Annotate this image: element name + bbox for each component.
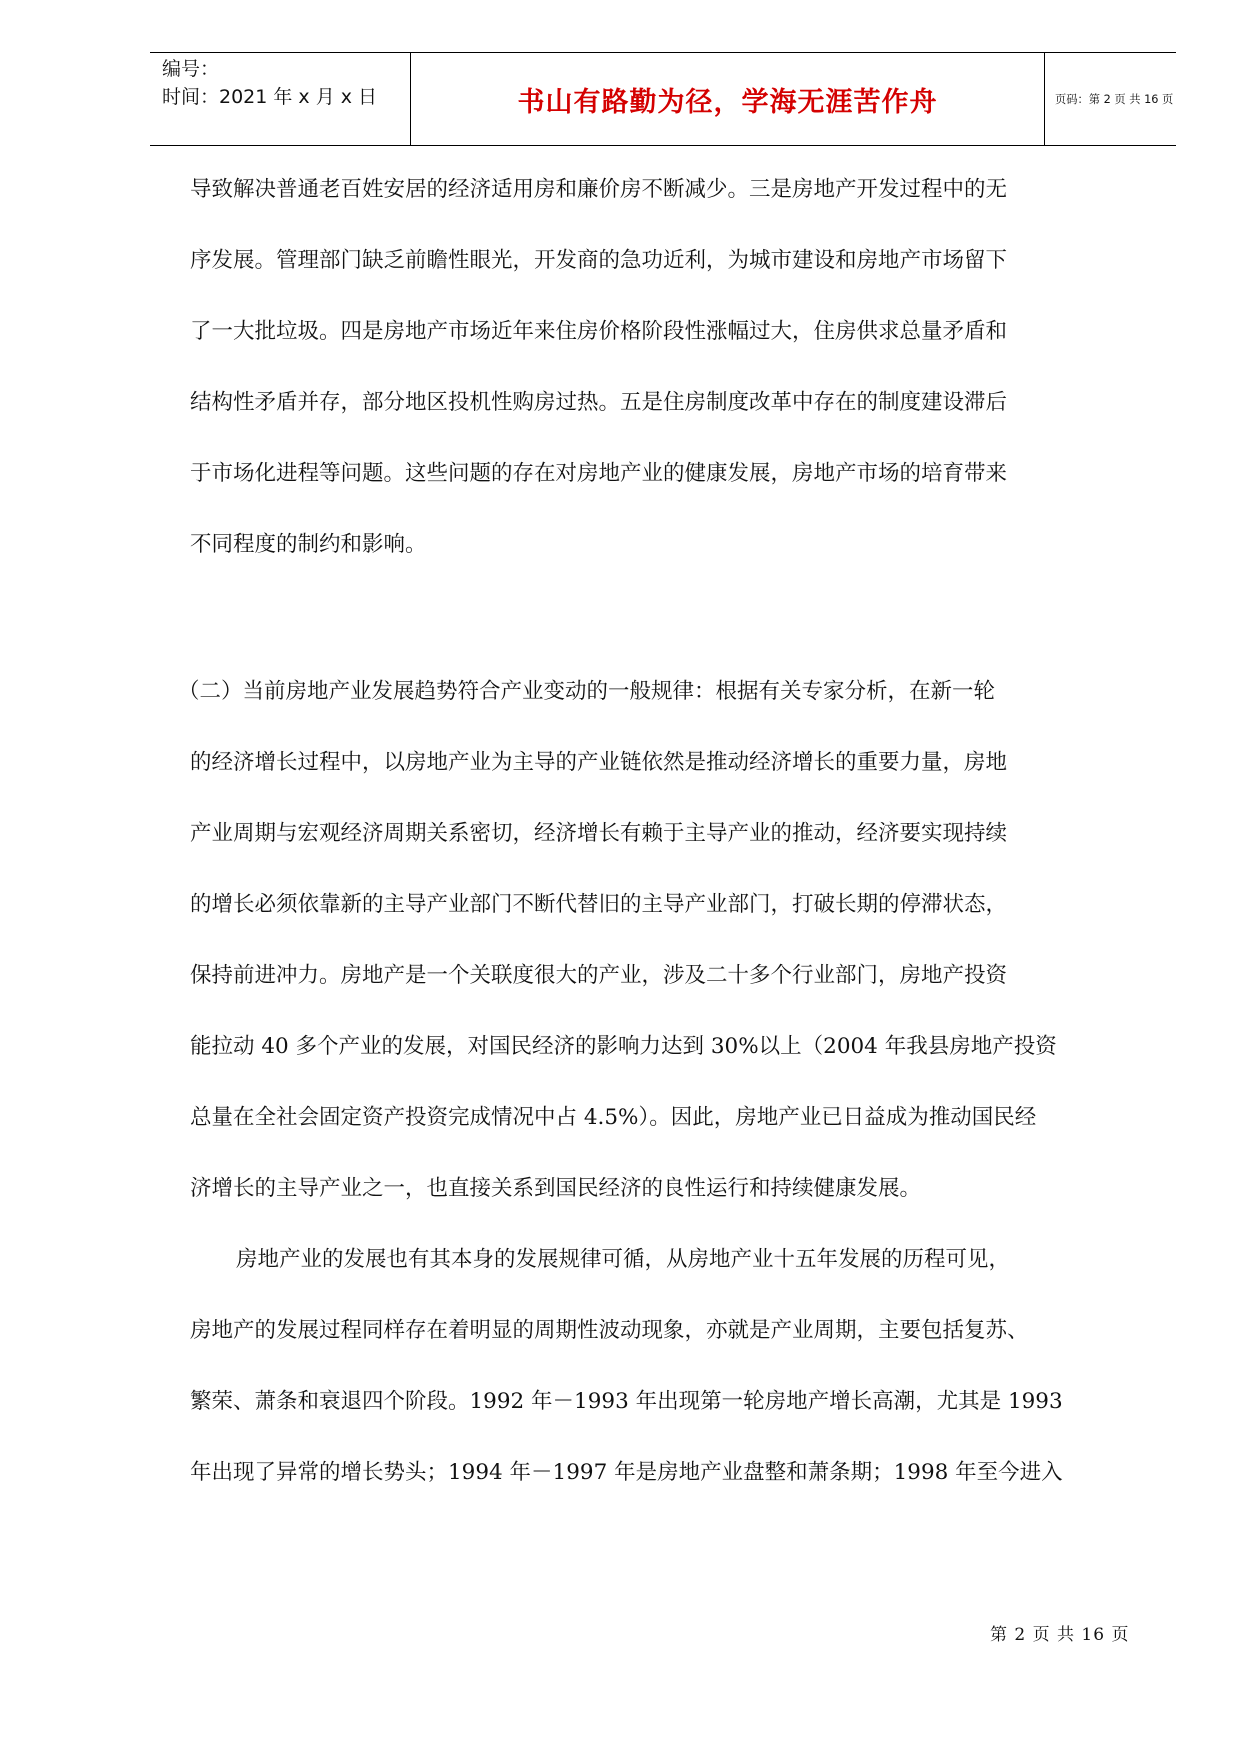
section-heading-line: （二）当前房地产业发展趋势符合产业变动的一般规律：根据有关专家分析，在新一轮 <box>178 679 996 704</box>
text-line: 产业周期与宏观经济周期关系密切，经济增长有赖于主导产业的推动，经济要实现持续 <box>190 821 1008 846</box>
time-label: 时间：2021 年 x 月 x 日 <box>162 86 378 108</box>
text-line: 保持前进冲力。房地产是一个关联度很大的产业，涉及二十多个行业部门，房地产投资 <box>190 963 1008 988</box>
text-line: 的增长必须依靠新的主导产业部门不断代替旧的主导产业部门，打破长期的停滞状态， <box>190 892 1008 917</box>
text-line: 能拉动 40 多个产业的发展，对国民经济的影响力达到 30%以上（2004 年我县房地产投资 <box>190 1034 1057 1059</box>
page-header <box>150 52 1176 146</box>
header-page-info: 页码：第 2 页 共 16 页 <box>1055 93 1174 106</box>
text-line: 了一大批垃圾。四是房地产市场近年来住房价格阶段性涨幅过大，住房供求总量矛盾和 <box>190 319 1008 344</box>
text-line: 导致解决普通老百姓安居的经济适用房和廉价房不断减少。三是房地产开发过程中的无 <box>190 177 1008 202</box>
header-divider <box>1044 53 1045 145</box>
text-line: 结构性矛盾并存，部分地区投机性购房过热。五是住房制度改革中存在的制度建设滞后 <box>190 390 1008 415</box>
paragraph-start-line: 房地产业的发展也有其本身的发展规律可循，从房地产业十五年发展的历程可见， <box>236 1247 1011 1272</box>
text-line: 序发展。管理部门缺乏前瞻性眼光，开发商的急功近利，为城市建设和房地产市场留下 <box>190 248 1008 273</box>
text-line: 于市场化进程等问题。这些问题的存在对房地产业的健康发展，房地产市场的培育带来 <box>190 461 1008 486</box>
header-meta <box>162 55 412 111</box>
header-motto: 书山有路勤为径，学海无涯苦作舟 <box>517 86 938 118</box>
number-label: 编号： <box>162 58 220 80</box>
text-line: 总量在全社会固定资产投资完成情况中占 4.5%）。因此，房地产业已日益成为推动国民经 <box>190 1105 1037 1130</box>
text-line: 年出现了异常的增长势头；1994 年－1997 年是房地产业盘整和萧条期；1998 年至今进入 <box>190 1460 1063 1485</box>
page-footer: 第 2 页 共 16 页 <box>990 1625 1130 1645</box>
text-line: 繁荣、萧条和衰退四个阶段。1992 年－1993 年出现第一轮房地产增长高潮，尤其是 1993 <box>190 1389 1063 1414</box>
text-line: 房地产的发展过程同样存在着明显的周期性波动现象，亦就是产业周期，主要包括复苏、 <box>190 1318 1029 1343</box>
text-line: 不同程度的制约和影响。 <box>190 532 427 557</box>
text-line: 的经济增长过程中，以房地产业为主导的产业链依然是推动经济增长的重要力量，房地 <box>190 750 1008 775</box>
text-line: 济增长的主导产业之一，也直接关系到国民经济的良性运行和持续健康发展。 <box>190 1176 922 1201</box>
